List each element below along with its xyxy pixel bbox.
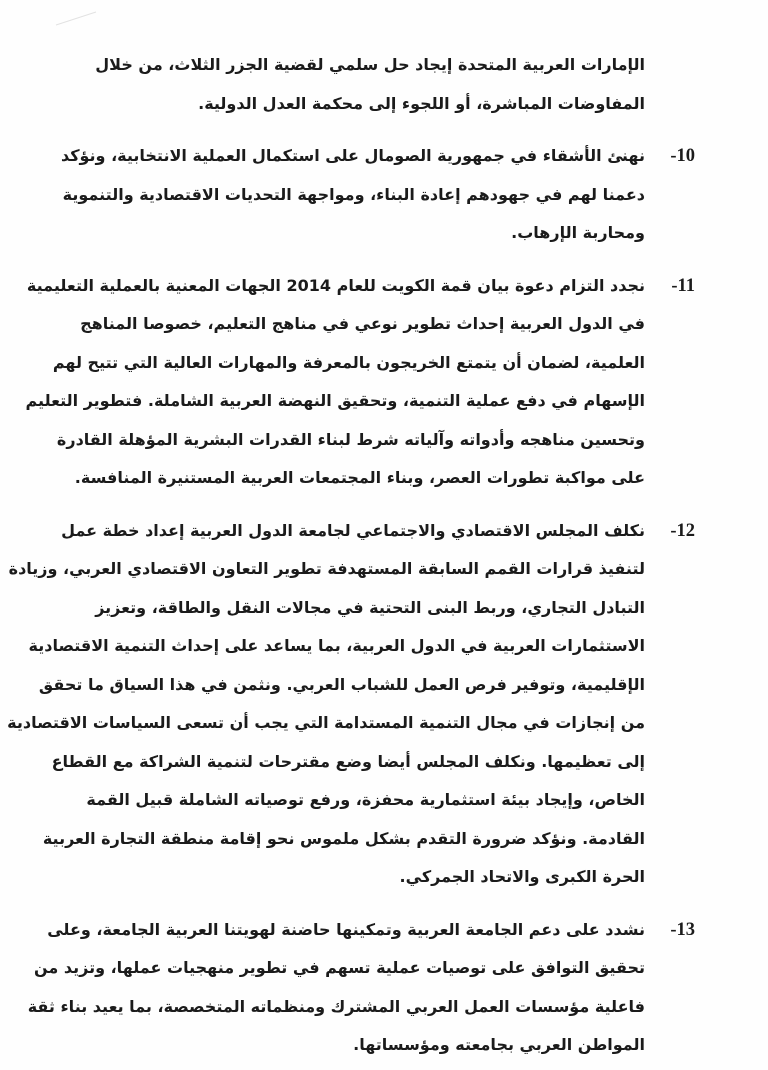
item-number-12: -12	[670, 520, 695, 541]
paragraph-line: الخاص، وإيجاد بيئة استثمارية محفزة، ورفع توصياته الشاملة قبيل القمة	[86, 790, 645, 809]
paragraph-line: الإقليمية، وتوفير فرص العمل للشباب العربي. ونثمن في هذا السياق ما تحقق	[38, 674, 645, 694]
paragraph-line: الاستثمارات العربية في الدول العربية، بما يساعد على إحداث التنمية الاقتصادية	[28, 636, 645, 655]
paragraph-line: نجدد التزام دعوة بيان قمة الكويت للعام 2014 الجهات المعنية بالعملية التعليمية	[26, 275, 645, 295]
scan-artifact-line	[56, 12, 96, 26]
paragraph-line: وتحسين مناهجه وأدواته وآلياته شرط لبناء القدرات البشرية المؤهلة القادرة	[56, 429, 645, 449]
item-body	[7, 512, 645, 897]
paragraph-line: لتنفيذ قرارات القمم السابقة المستهدفة تطوير التعاون الاقتصادي العربي، وزيادة	[8, 559, 645, 578]
paragraph-line: إلى تعظيمها. ونكلف المجلس أيضا وضع مقترحات لتنمية الشراكة مع القطاع	[51, 751, 645, 771]
paragraph-line: العلمية، لضمان أن يتمتع الخريجون بالمعرفة والمهارات العالية التي تتيح لهم	[52, 352, 645, 372]
list-item-11	[25, 267, 695, 498]
list-item-10	[30, 137, 695, 253]
paragraph-line: نهنئ الأشقاء في جمهورية الصومال على استكمال العملية الانتخابية، ونؤكد	[60, 146, 645, 165]
item-number-11: -11	[671, 275, 695, 296]
paragraph-line: نكلف المجلس الاقتصادي والاجتماعي لجامعة الدول العربية إعداد خطة عمل	[61, 520, 645, 540]
paragraph-line: ومحاربة الإرهاب.	[511, 223, 645, 242]
paragraph-line: المواطن العربي بجامعته ومؤسساتها.	[353, 1035, 645, 1054]
paragraph-line: في الدول العربية إحداث تطوير نوعي في مناهج التعليم، خصوصا المناهج	[80, 314, 645, 333]
paragraph-line: فاعلية مؤسسات العمل العربي المشترك ومنظماته المتخصصة، بما يعيد بناء ثقة	[27, 996, 645, 1016]
item-number-13: -13	[670, 919, 695, 940]
paragraph-line: الإسهام في دفع عملية التنمية، وتحقيق النهضة العربية الشاملة. فتطوير التعليم	[25, 391, 645, 410]
paragraph-continuation	[30, 46, 695, 123]
paragraph-line: القادمة. ونؤكد ضرورة التقدم بشكل ملموس نحو إقامة منطقة التجارة العربية	[42, 828, 645, 848]
paragraph-line: الإمارات العربية المتحدة إيجاد حل سلمي لقضية الجزر الثلاث، من خلال	[95, 55, 645, 74]
paragraph-line: من إنجازات في مجال التنمية المستدامة التي يجب أن تسعى السياسات الاقتصادية	[7, 713, 645, 732]
paragraph-line: الحرة الكبرى والاتحاد الجمركي.	[399, 867, 645, 886]
item-body	[25, 267, 645, 498]
paragraph-line: نشدد على دعم الجامعة العربية وتمكينها حاضنة لهويتنا العربية الجامعة، وعلى	[47, 919, 645, 939]
paragraph-line: المفاوضات المباشرة، أو اللجوء إلى محكمة العدل الدولية.	[198, 93, 645, 113]
item-body	[30, 137, 645, 253]
list-item-13	[27, 911, 695, 1065]
paragraph-line: تحقيق التوافق على توصيات عملية تسهم في تطوير منهجيات عملها، وتزيد من	[34, 958, 645, 977]
paragraph-line: على مواكبة تطورات العصر، وبناء المجتمعات العربية المستنيرة المنافسة.	[74, 468, 645, 487]
paragraph-line: دعمنا لهم في جهودهم إعادة البناء، ومواجهة التحديات الاقتصادية والتنموية	[62, 184, 645, 204]
list-item-12	[7, 512, 695, 897]
paragraph-line: التبادل التجاري، وربط البنى التحتية في مجالات النقل والطاقة، وتعزيز	[95, 597, 645, 617]
item-body	[27, 911, 645, 1065]
item-number-10: -10	[670, 146, 695, 166]
